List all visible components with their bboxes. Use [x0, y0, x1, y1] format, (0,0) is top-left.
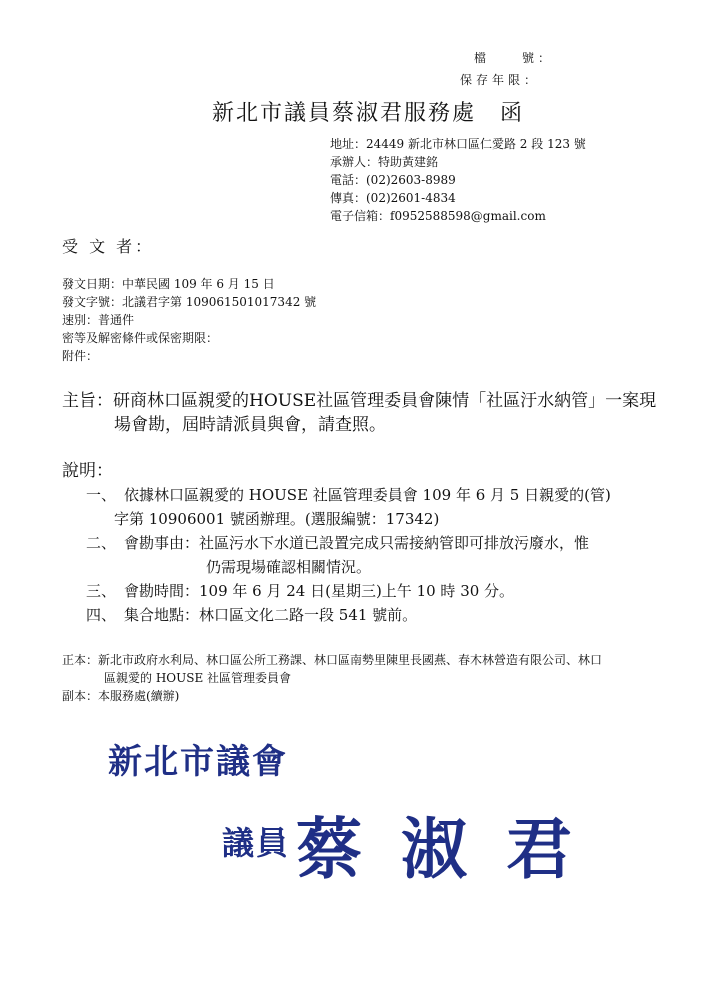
explanation-item-3-number: 三、 [86, 582, 117, 600]
document-number: 發文字號：北議君字第 109061501017342 號 [62, 295, 317, 309]
original-recipients-line-2: 區親愛的 HOUSE 社區管理委員會 [104, 671, 292, 685]
secrecy-level: 密等及解密條件或保密期限： [62, 331, 219, 345]
issue-date: 發文日期：中華民國 109 年 6 月 15 日 [62, 277, 275, 291]
contact-handler: 承辦人：特助黃建銘 [330, 155, 439, 169]
explanation-item-4-line-1: 集合地點：林口區文化二路一段 541 號前。 [124, 606, 418, 624]
copy-recipients: 副本：本服務處(續辦) [62, 689, 180, 703]
explanation-item-1-line-1: 依據林口區親愛的 HOUSE 社區管理委員會 109 年 6 月 5 日親愛的(管) [124, 486, 611, 504]
retention-period-label: 保存年限： [460, 73, 541, 87]
file-number-label: 檔 號： [474, 51, 555, 65]
delivery-speed: 速別：普通件 [62, 313, 135, 327]
attachment-label: 附件： [62, 349, 99, 363]
contact-email: 電子信箱：f0952588598@gmail.com [330, 209, 546, 223]
explanation-item-2-number: 二、 [86, 534, 117, 552]
contact-fax: 傳真：(02)2601-4834 [330, 191, 456, 205]
contact-phone: 電話：(02)2603-8989 [330, 173, 456, 187]
council-seal-text: 新北市議會 [108, 742, 288, 782]
explanation-item-1-line-2: 字第 10906001 號函辦理。(選服編號：17342) [114, 510, 440, 528]
explanation-item-1-number: 一、 [86, 486, 117, 504]
original-recipients-line-1: 正本：新北市政府水利局、林口區公所工務課、林口區南勢里陳里長國燕、春木林營造有限公司、林口 [62, 653, 603, 667]
subject-line-2: 場會勘，屆時請派員與會，請查照。 [114, 415, 386, 435]
recipient-label: 受 文 者： [62, 237, 155, 256]
contact-address: 地址：24449 新北市林口區仁愛路 2 段 123 號 [330, 137, 586, 151]
member-name-seal: 蔡 淑 君 [296, 811, 580, 888]
explanation-item-2-line-2: 仍需現場確認相關情況。 [206, 558, 372, 576]
member-title-seal: 議員 [222, 824, 291, 862]
explanation-item-4-number: 四、 [86, 606, 117, 624]
explanation-item-3-line-1: 會勘時間：109 年 6 月 24 日(星期三)上午 10 時 30 分。 [124, 582, 515, 600]
document-title: 新北市議員蔡淑君服務處 函 [212, 101, 525, 126]
explanation-label: 說明： [62, 461, 113, 481]
subject-line-1: 主旨：研商林口區親愛的HOUSE社區管理委員會陳情「社區汙水納管」一案現 [62, 391, 657, 411]
explanation-item-2-line-1: 會勘事由：社區污水下水道已設置完成只需接納管即可排放污廢水，惟 [124, 534, 590, 552]
